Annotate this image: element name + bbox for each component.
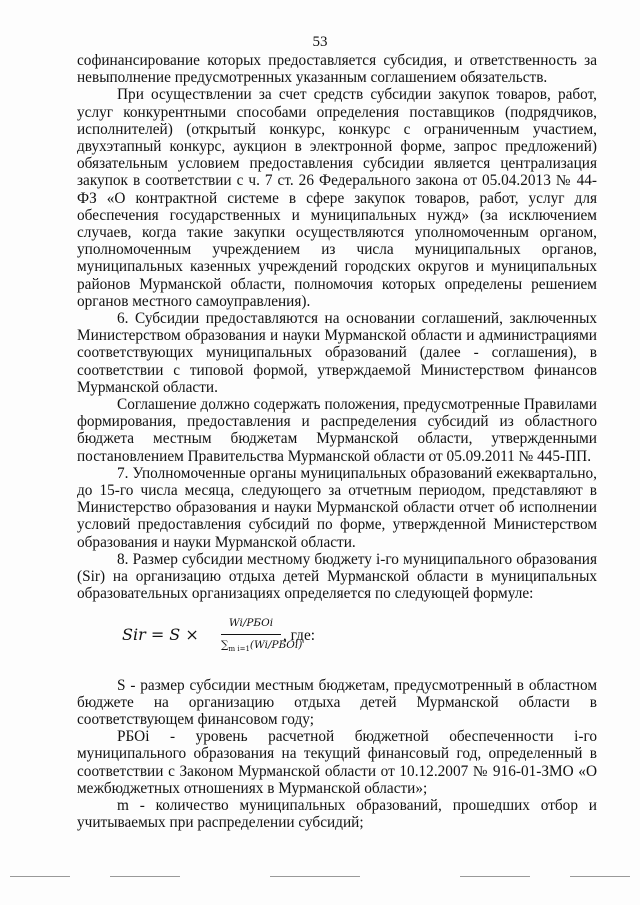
footer-rule-segment — [10, 876, 70, 877]
footer-rule-segment — [110, 876, 180, 877]
document-body — [77, 52, 597, 831]
paragraph-procurement: При осуществлении за счет средств субсидии закупок товаров, работ, услуг конкурентными способами определения поставщиков (подрядчиков, исполнителей) (открытый конкурс, конкурс с ограниченным участием, двухэтапный конкурс, аукцион в электронной форме, запрос предложений) обязательным условием предоставления субсидии является централизация закупок в соответствии с ч. 7 ст. 26 Федерального закона от 05.04.2013 № 44-ФЗ «О контрактной системе в сфере закупок товаров, работ, услуг для обеспечения государственных и муниципальных нужд» (за исключением случаев, когда такие закупки осуществляются уполномоченным органом, уполномоченным учреждением из числа муниципальных органов, муниципальных казенных учреждений городских округов и муниципальных районов Мурманской области, полномочия которых определены решением органов местного самоуправления). — [77, 86, 597, 310]
sum-symbol: ∑ — [221, 638, 229, 651]
formula-denominator — [221, 635, 303, 658]
formula-numerator: Wi/РБОi — [228, 616, 274, 629]
formula-where: , где: — [283, 626, 315, 644]
footer-rule-segment — [570, 876, 630, 877]
paragraph-agreement: Соглашение должно содержать положения, предусмотренные Правилами формирования, предоставления и распределения субсидий из областного бюджета местным бюджетам Мурманской области, утвержденными постановлением Правительства Мурманской области от 05.09.2011 № 445-ПП. — [77, 396, 597, 465]
definition-m: m - количество муниципальных образований, прошедших отбор и учитываемых при распределении субсидий; — [77, 796, 597, 832]
page-number: 53 — [312, 34, 328, 50]
footer-rule-segment — [460, 876, 530, 877]
paragraph-item-6: 6. Субсидии предоставляются на основании соглашений, заключенных Министерством образования и науки Мурманской области и администрациями соответствующих муниципальных образований (далее - соглашения), в соответствии с типовой формой, утверждаемой Министерством финансов Мурманской области. — [77, 310, 597, 396]
formula-lhs: Sir = S × — [122, 624, 199, 644]
footer-rule — [10, 876, 630, 880]
paragraph-item-8: 8. Размер субсидии местному бюджету i-го муниципального образования (Sir) на организацию отдыха детей Мурманской области в муниципальных образовательных организациях определяется по следующей формуле: — [77, 550, 597, 603]
sum-limits: m i=1 — [228, 644, 250, 653]
footer-rule-segment — [270, 876, 360, 877]
definition-s: S - размер субсидии местным бюджетам, предусмотренный в областном бюджете на организацию отдыха детей Мурманской области в соответствующем финансовом году; — [77, 676, 597, 728]
denominator-term: (Wi/РБОi) — [249, 638, 303, 651]
paragraph-continuation: софинансирование которых предоставляется субсидия, и ответственность за невыполнение предусмотренных указанным соглашением обязательств. — [77, 52, 597, 87]
definition-rbo: РБОi - уровень расчетной бюджетной обеспеченности i-го муниципального образования на текущий финансовый год, определенный в соответствии с Законом Мурманской области от 10.12.2007 № 916-01-ЗМО «О межбюджетных отношениях в Мурманской области»; — [77, 728, 597, 797]
paragraph-item-7: 7. Уполномоченные органы муниципальных образований ежеквартально, до 15-го числа месяца, следующего за отчетным периодом, представляют в Министерство образования и науки Мурманской области отчет об исполнении условий предоставления субсидий по форме, утвержденной Министерством образования и науки Мурманской области. — [77, 464, 597, 551]
subsidy-formula — [77, 615, 597, 659]
